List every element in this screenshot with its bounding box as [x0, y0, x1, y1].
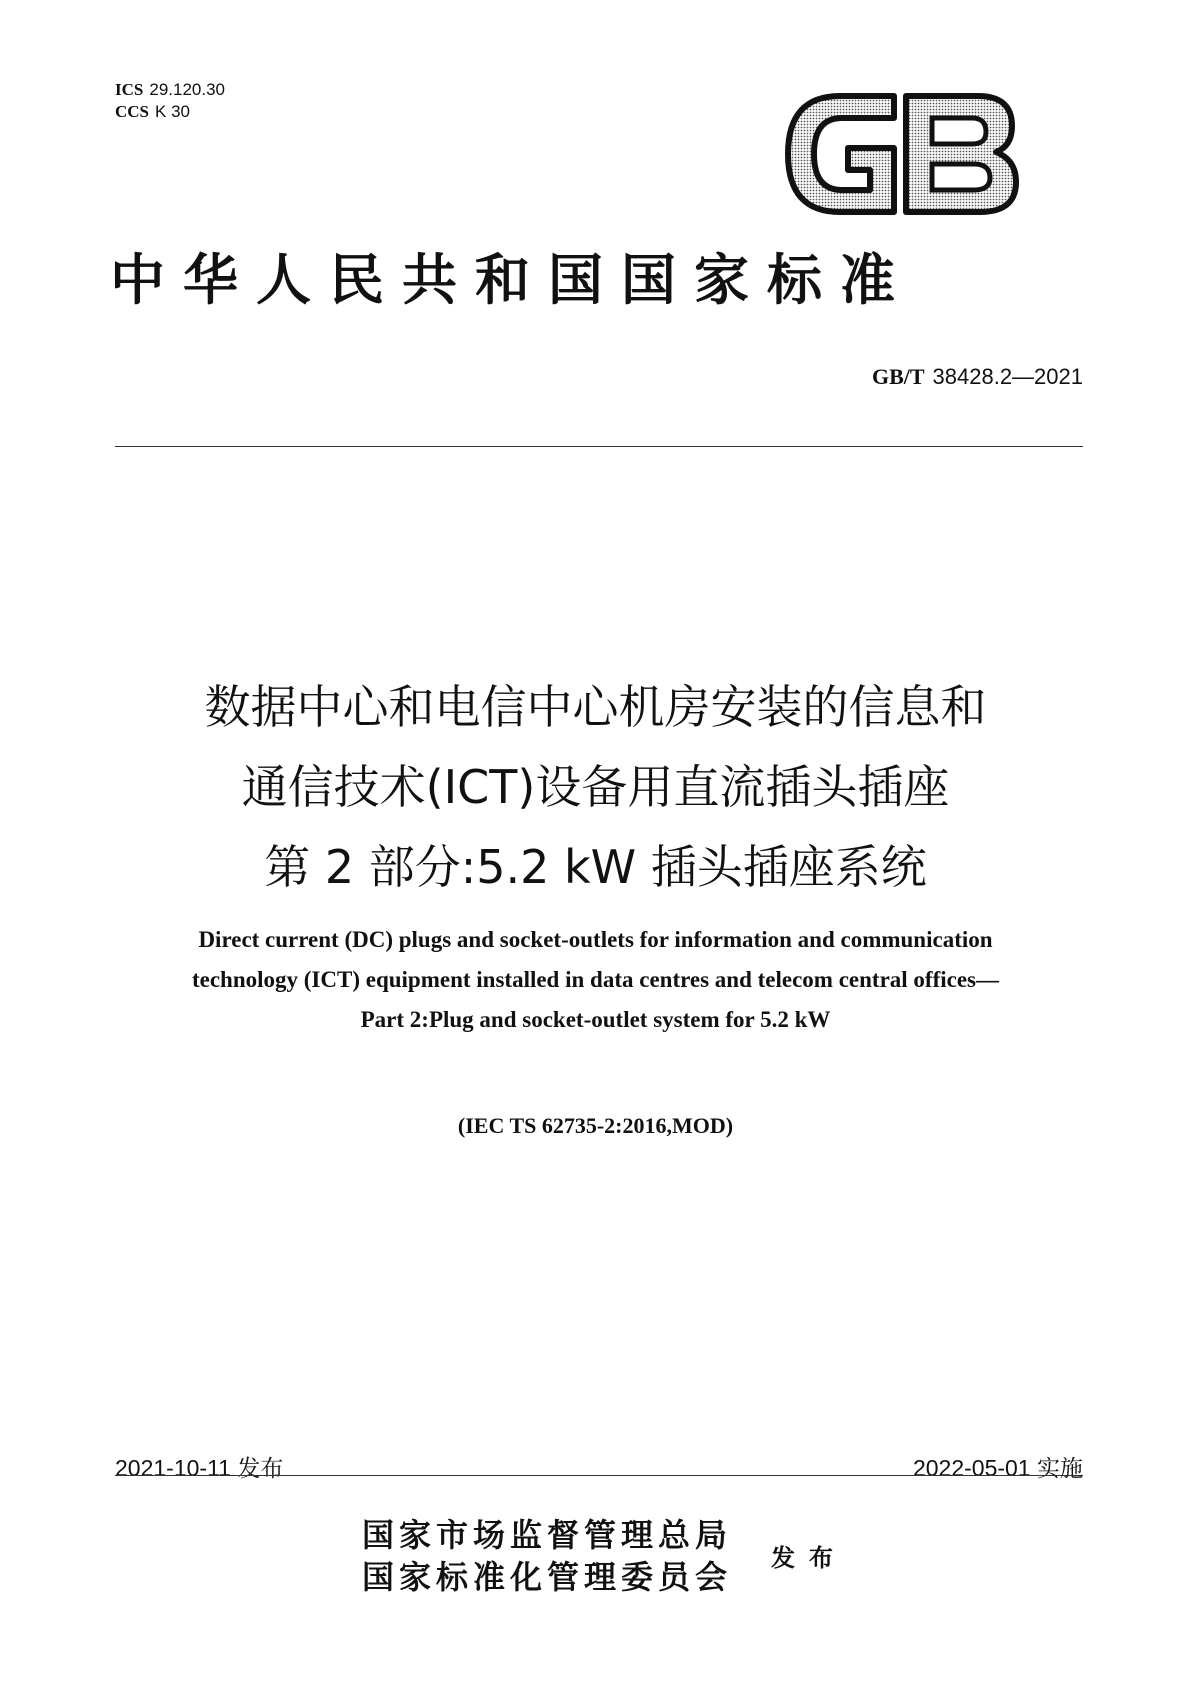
english-title [60, 920, 1131, 1040]
english-title-line-2: technology (ICT) equipment installed in data centres and telecom central offices— [191, 967, 1000, 992]
national-standard-heading: 中华人民共和国国家标准 [110, 248, 914, 312]
divider-bottom [115, 1475, 1083, 1476]
issuing-authorities [362, 1514, 732, 1598]
issuer-samr: 国家市场监督管理总局 [362, 1516, 733, 1554]
chinese-title-line-1: 数据中心和电信中心机房安装的信息和 [204, 680, 987, 734]
ics-value: 29.120.30 [149, 80, 225, 99]
implementation-date: 2022-05-01 实施 [912, 1455, 1083, 1481]
standard-number [872, 364, 1083, 390]
standard-prefix: GB/T [871, 364, 925, 389]
chinese-title [100, 667, 1091, 907]
issue-date: 2021-10-11 发布 [115, 1455, 284, 1481]
issuer-sac: 国家标准化管理委员会 [362, 1558, 733, 1596]
ics-label: ICS [115, 80, 144, 99]
ccs-line [115, 101, 225, 123]
publish-label: 发布 [771, 1543, 847, 1572]
english-title-line-1: Direct current (DC) plugs and socket-outlets for information and communication [198, 927, 993, 952]
chinese-title-line-2: 通信技术(ICT)设备用直流插头插座 [241, 760, 950, 814]
standard-number-value: 38428.2—2021 [932, 364, 1083, 389]
classification-codes [115, 79, 225, 123]
ccs-label: CCS [115, 102, 150, 121]
gb-logo-text: GB [782, 90, 784, 91]
iec-reference: (IEC TS 62735-2:2016,MOD) [457, 1113, 734, 1138]
divider-top [115, 446, 1083, 447]
ccs-value: K 30 [155, 102, 190, 121]
chinese-title-line-3: 第 2 部分:5.2 kW 插头插座系统 [264, 840, 927, 894]
english-title-line-3: Part 2:Plug and socket-outlet system for 5.2 kW [360, 1007, 831, 1032]
gb-logo [782, 90, 1020, 218]
ics-line [115, 79, 225, 101]
